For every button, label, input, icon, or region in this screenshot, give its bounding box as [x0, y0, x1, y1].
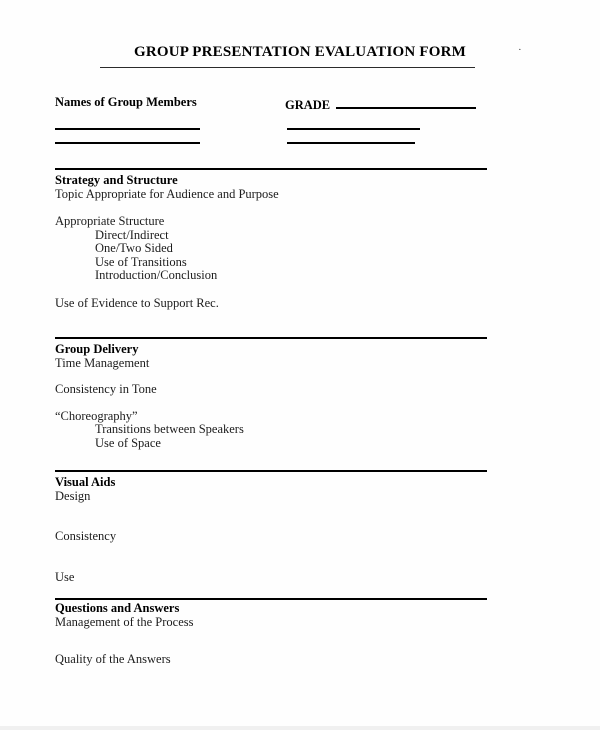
member-name-line: [55, 128, 200, 130]
section-heading: Strategy and Structure: [55, 173, 178, 187]
criteria-subitem: Introduction/Conclusion: [95, 268, 218, 282]
grade-fill-line: [336, 96, 476, 109]
member-name-line: [287, 128, 420, 130]
spacer: [55, 201, 487, 215]
member-name-row: [55, 128, 487, 130]
criteria-item: “Choreography”: [55, 408, 138, 423]
section-questions-and-answers: [55, 602, 487, 667]
names-grade-row: [55, 96, 487, 111]
section-heading: Visual Aids: [55, 475, 116, 489]
section-group-delivery: [55, 343, 487, 450]
section-divider: [55, 168, 487, 170]
criteria-subitem: Use of Transitions: [95, 254, 187, 269]
names-label: Names of Group Members: [55, 95, 197, 109]
member-name-row: [55, 142, 487, 144]
criteria-item: Consistency in Tone: [55, 382, 157, 396]
criteria-item: Topic Appropriate for Audience and Purpose: [55, 186, 279, 201]
spacer: [55, 544, 487, 571]
criteria-item: Design: [55, 488, 91, 503]
criteria-subitem: Direct/Indirect: [95, 227, 169, 242]
section-divider: [55, 598, 487, 600]
section-divider: [55, 470, 487, 472]
criteria-item: Time Management: [55, 355, 150, 370]
spacer: [55, 397, 487, 410]
title-underline: [100, 67, 475, 68]
section-visual-aids: [55, 476, 487, 584]
grade-group: [285, 96, 476, 113]
spacer: [55, 503, 487, 530]
member-name-line: [287, 142, 415, 144]
form-content: [0, 96, 600, 667]
spacer: [55, 283, 487, 297]
section-heading: Group Delivery: [55, 342, 139, 356]
section-strategy-and-structure: [55, 174, 487, 310]
criteria-subitem: Use of Space: [95, 435, 161, 450]
grade-label: GRADE: [285, 98, 331, 112]
section-heading: Questions and Answers: [55, 601, 180, 615]
criteria-item: Use: [55, 569, 75, 584]
section-divider: [55, 337, 487, 339]
corner-mark: ·: [518, 44, 522, 56]
criteria-item: Use of Evidence to Support Rec.: [55, 295, 219, 310]
criteria-item: Consistency: [55, 529, 117, 543]
criteria-item: Quality of the Answers: [55, 652, 171, 666]
form-title: GROUP PRESENTATION EVALUATION FORM: [134, 44, 466, 60]
member-name-line: [55, 142, 200, 144]
criteria-item: Management of the Process: [55, 614, 194, 629]
spacer: [55, 629, 487, 653]
criteria-item: Appropriate Structure: [55, 214, 165, 228]
criteria-subitem: One/Two Sided: [95, 241, 173, 255]
criteria-subitem: Transitions between Speakers: [95, 422, 244, 436]
